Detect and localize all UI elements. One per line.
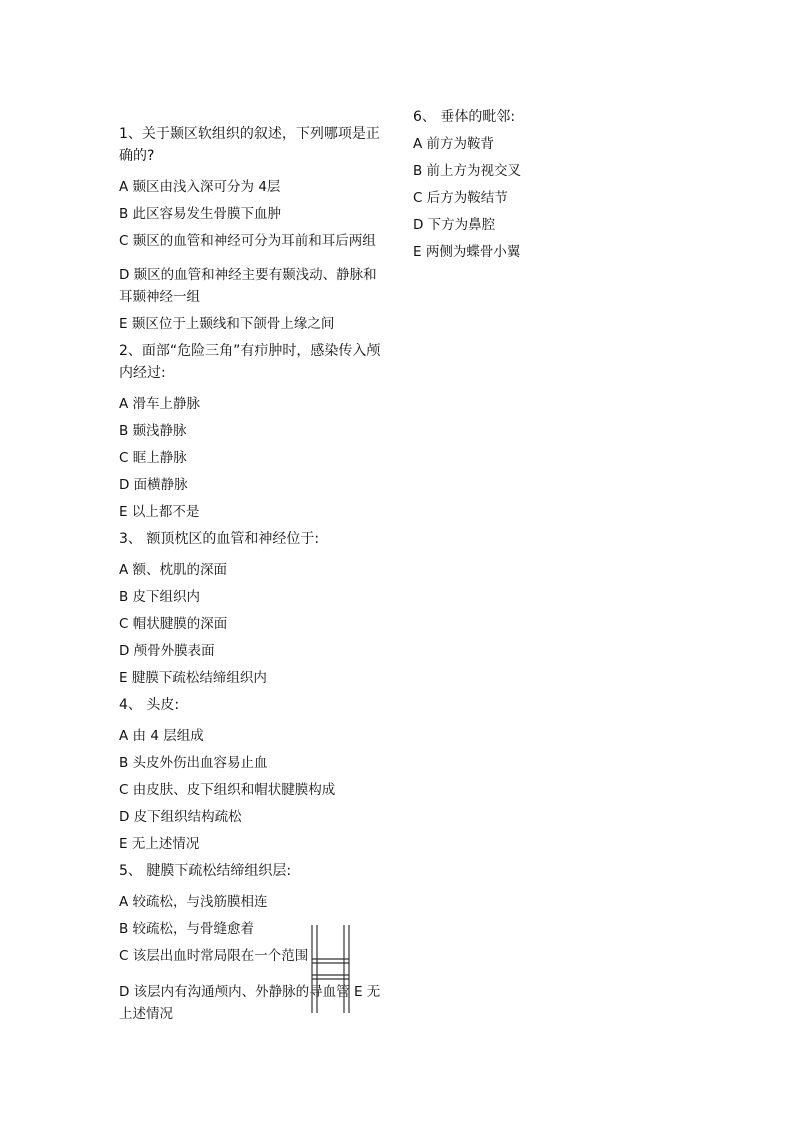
right-column: [413, 106, 673, 268]
question-3-option-a: A 额、枕肌的深面: [119, 562, 228, 578]
question-4-title: 4、 头皮:: [119, 697, 180, 713]
question-5-option-b: B 较疏松，与骨缝愈着: [119, 921, 255, 937]
question-6-option-c: C 后方为鞍结节: [413, 190, 508, 206]
question-3-option-e: E 腱膜下疏松结缔组织内: [119, 670, 267, 686]
question-5-option-a: A 较疏松，与浅筋膜相连: [119, 894, 268, 910]
question-1-option-c: C 颞区的血管和神经可分为耳前和耳后两组: [119, 233, 376, 249]
question-6-option-a: A 前方为鞍背: [413, 136, 495, 152]
question-3-option-b: B 皮下组织内: [119, 589, 201, 605]
question-5-option-d-e: D 该层内有沟通颅内、外静脉的导血管 E 无上述情况: [119, 983, 381, 1022]
question-2-option-a: A 滑车上静脉: [119, 396, 201, 412]
question-1-title: 1、关于颞区软组织的叙述，下列哪项是正确的?: [119, 126, 380, 164]
question-5-title: 5、 腱膜下疏松结缔组织层:: [119, 863, 292, 879]
question-4-option-b: B 头皮外伤出血容易止血: [119, 755, 268, 771]
question-4-option-e: E 无上述情况: [119, 836, 200, 852]
question-1-option-d: D 颞区的血管和神经主要有颞浅动、静脉和耳颞神经一组: [119, 267, 377, 305]
question-2-option-b: B 颞浅静脉: [119, 423, 187, 439]
ladder-line-artifact: [306, 925, 352, 1025]
question-1-option-a: A 颞区由浅入深可分为 4层: [119, 179, 281, 195]
question-2-title: 2、面部“危险三角”有疖肿时，感染传入颅内经过:: [119, 343, 381, 381]
question-1-option-b: B 此区容易发生骨膜下血肿: [119, 206, 282, 222]
question-4-option-c: C 由皮肤、皮下组织和帽状腱膜构成: [119, 782, 336, 798]
question-6-option-b: B 前上方为视交叉: [413, 163, 522, 179]
question-3: [119, 528, 389, 689]
question-2-option-e: E 以上都不是: [119, 504, 200, 520]
question-3-title: 3、 额顶枕区的血管和神经位于:: [119, 531, 320, 547]
question-2: [119, 340, 389, 523]
question-5-option-c: C 该层出血时常局限在一个范围: [119, 948, 309, 964]
left-column: [119, 123, 389, 1038]
question-6-option-d: D 下方为鼻腔: [413, 217, 496, 233]
question-2-option-c: C 眶上静脉: [119, 450, 187, 466]
question-4: [119, 694, 389, 855]
question-6: [413, 106, 673, 263]
question-3-option-d: D 颅骨外膜表面: [119, 643, 215, 659]
question-1-option-e: E 颞区位于上颞线和下颌骨上缘之间: [119, 316, 335, 332]
question-4-option-d: D 皮下组织结构疏松: [119, 809, 242, 825]
question-4-option-a: A 由 4 层组成: [119, 728, 204, 744]
question-1: [119, 123, 389, 335]
question-3-option-c: C 帽状腱膜的深面: [119, 616, 228, 632]
question-6-option-e: E 两侧为蝶骨小翼: [413, 244, 521, 260]
question-2-option-d: D 面横静脉: [119, 477, 188, 493]
question-6-title: 6、 垂体的毗邻:: [413, 109, 516, 125]
